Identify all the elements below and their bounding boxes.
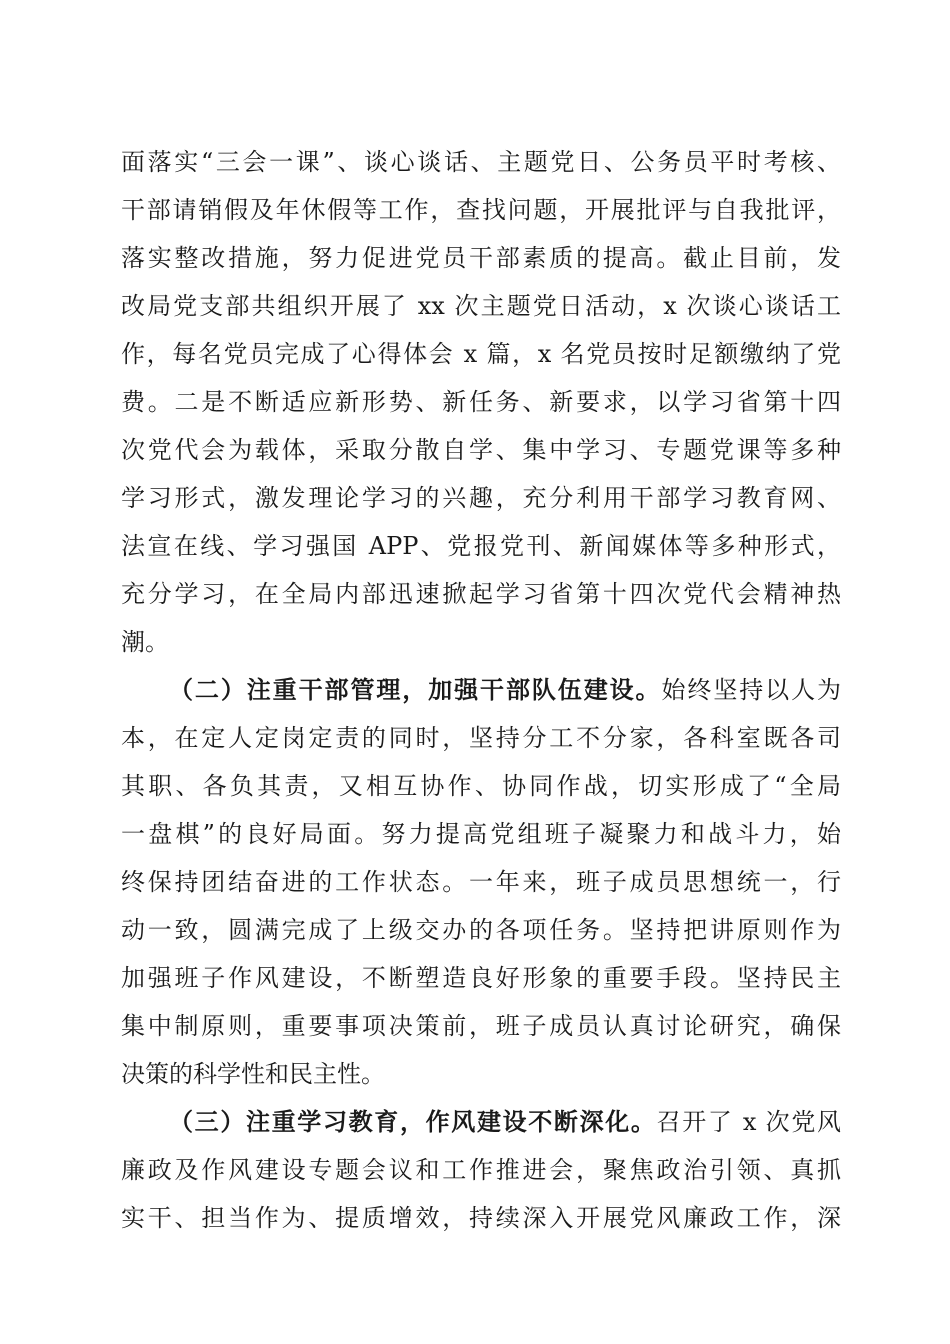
section-2-line: 一盘棋”的良好局面。努力提高党组班子凝聚力和战斗力，始 — [121, 820, 841, 848]
paragraph-1-line: 潮。 — [121, 628, 169, 656]
section-2-line: 集中制原则，重要事项决策前，班子成员认真讨论研究，确保 — [121, 1012, 841, 1040]
paragraph-1-line: 充分学习，在全局内部迅速掀起学习省第十四次党代会精神热 — [121, 580, 841, 608]
section-2-line: 本，在定人定岗定责的同时，坚持分工不分家，各科室既各司 — [121, 724, 841, 752]
section-3-first-line — [169, 1102, 841, 1142]
paragraph-1-line: 费。二是不断适应新形势、新任务、新要求，以学习省第十四 — [121, 388, 841, 416]
paragraph-1-line: 落实整改措施，努力促进党员干部素质的提高。截止目前，发 — [121, 244, 841, 272]
section-2-heading: （二）注重干部管理，加强干部队伍建设。 — [169, 675, 662, 704]
paragraph-1-line: 次党代会为载体，采取分散自学、集中学习、专题党课等多种 — [121, 436, 841, 464]
section-2-line: 其职、各负其责，又相互协作、协同作战，切实形成了“全局 — [121, 772, 841, 800]
paragraph-1-line: 干部请销假及年休假等工作，查找问题，开展批评与自我批评， — [121, 196, 841, 224]
section-3-heading: （三）注重学习教育，作风建设不断深化。 — [169, 1107, 657, 1136]
paragraph-1-line: 学习形式，激发理论学习的兴趣，充分利用干部学习教育网、 — [121, 484, 841, 512]
paragraph-1-line: 法宣在线、学习强国 APP、党报党刊、新闻媒体等多种形式， — [121, 532, 841, 560]
section-2-first-line-text: 始终坚持以人为 — [661, 676, 842, 704]
paragraph-1-line: 作，每名党员完成了心得体会 x 篇，x 名党员按时足额缴纳了党 — [121, 340, 841, 368]
section-2-line: 决策的科学性和民主性。 — [121, 1060, 385, 1088]
section-3-line: 实干、担当作为、提质增效，持续深入开展党风廉政工作，深 — [121, 1204, 841, 1232]
section-2-first-line — [169, 670, 841, 710]
paragraph-1-line: 面落实“三会一课”、谈心谈话、主题党日、公务员平时考核、 — [121, 148, 841, 176]
section-2-line: 加强班子作风建设，不断塑造良好形象的重要手段。坚持民主 — [121, 964, 841, 992]
paragraph-1-line: 改局党支部共组织开展了 xx 次主题党日活动，x 次谈心谈话工 — [121, 292, 841, 320]
section-2-line: 动一致，圆满完成了上级交办的各项任务。坚持把讲原则作为 — [121, 916, 841, 944]
section-3-line: 廉政及作风建设专题会议和工作推进会，聚焦政治引领、真抓 — [121, 1156, 841, 1184]
section-2-line: 终保持团结奋进的工作状态。一年来，班子成员思想统一，行 — [121, 868, 841, 896]
section-3-first-line-text: 召开了 x 次党风 — [656, 1108, 842, 1136]
